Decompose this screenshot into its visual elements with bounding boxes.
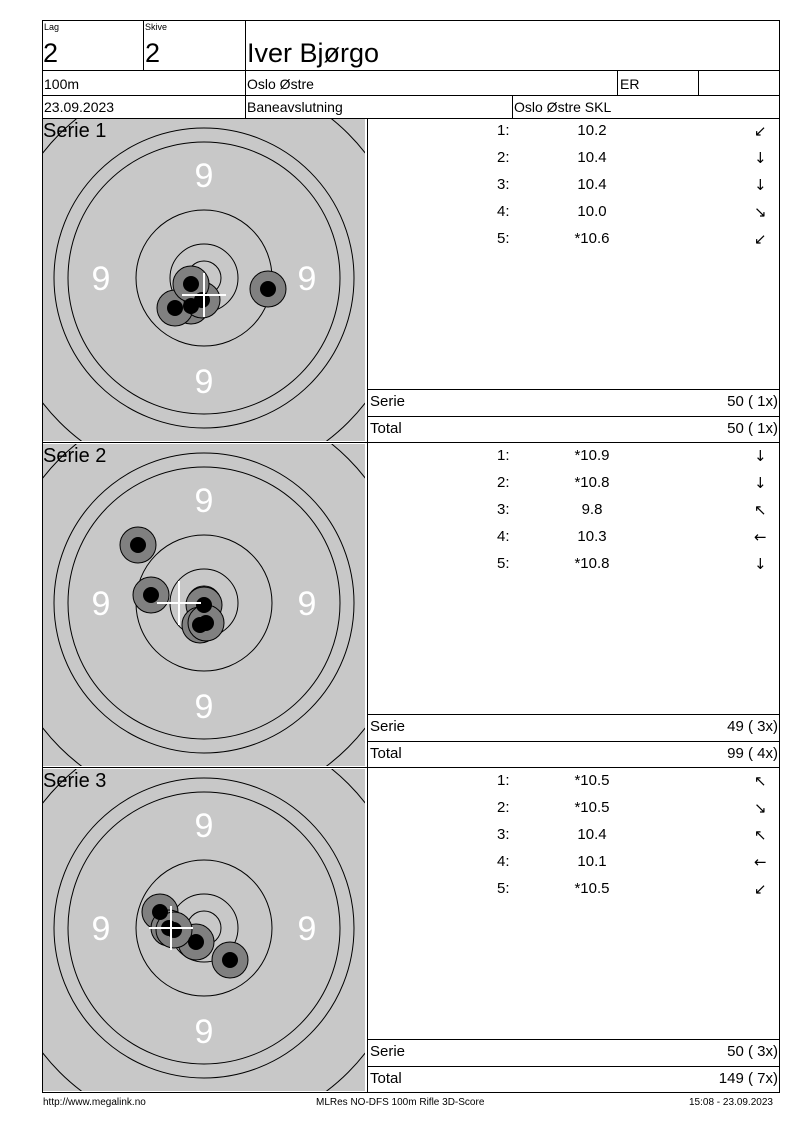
shot-direction-arrow-icon: ← [754,853,767,871]
ring-number-label: 9 [194,807,214,845]
total-score: 50 ( 1x) [727,420,778,437]
shot-score: *10.9 [574,447,610,464]
shot-direction-arrow-icon: ↓ [754,474,767,492]
shot-score: 10.0 [577,203,607,220]
series-title: Serie 3 [43,770,107,792]
shot-number: 4: [497,853,510,870]
shot-score: 10.1 [577,853,607,870]
shot-direction-arrow-icon: ↘ [754,799,767,817]
skive-label: Skive [145,22,168,32]
total-label: Total [370,1070,402,1087]
shot-direction-arrow-icon: ↓ [754,176,767,194]
footer-program: MLRes NO-DFS 100m Rifle 3D-Score [316,1097,485,1108]
ring-number-label: 9 [194,482,214,520]
serie-score: 50 ( 3x) [727,1043,778,1060]
ring-number-label: 9 [194,1013,214,1051]
shot-score: 10.3 [577,528,607,545]
shot-number: 1: [497,447,510,464]
shot-hole [198,615,214,631]
shot-score: 9.8 [581,501,603,518]
series-section [0,768,800,1093]
shot-number: 2: [497,474,510,491]
ring-number-label: 9 [297,910,317,948]
ring-number-label: 9 [91,585,111,623]
shot-direction-arrow-icon: ↙ [754,122,767,140]
shot-hole [260,281,276,297]
target-image [43,119,365,441]
shot-score: *10.8 [574,474,610,491]
shooter-name: Iver Bjørgo [247,38,380,68]
shot-number: 5: [497,555,510,572]
shot-number: 3: [497,826,510,843]
ring-number-label: 9 [194,157,214,195]
shot-hole [130,537,146,553]
shot-direction-arrow-icon: ↙ [754,230,767,248]
event-name: Baneavslutning [247,99,343,115]
shot-score: *10.5 [574,880,610,897]
target-image [43,769,365,1091]
shot-direction-arrow-icon: ↓ [754,149,767,167]
ring-number-label: 9 [297,260,317,298]
shot-score: 10.2 [577,122,607,139]
shot-score: 10.4 [577,149,607,166]
skive-value: 2 [145,38,161,68]
shot-score: 10.4 [577,826,607,843]
date: 23.09.2023 [44,99,115,115]
shot-hole [188,934,204,950]
shot-direction-arrow-icon: ↓ [754,447,767,465]
shot-number: 4: [497,203,510,220]
shot-score: *10.8 [574,555,610,572]
shot-hole [143,587,159,603]
shot-number: 5: [497,880,510,897]
shot-number: 3: [497,501,510,518]
shot-hole [166,922,182,938]
footer-timestamp: 15:08 - 23.09.2023 [689,1097,773,1108]
shot-direction-arrow-icon: ↙ [754,880,767,898]
series-section [0,118,800,443]
distance: 100m [44,76,80,92]
ring-number-label: 9 [91,260,111,298]
shot-direction-arrow-icon: ↖ [754,826,767,844]
serie-label: Serie [370,718,406,735]
shot-number: 5: [497,230,510,247]
shot-hole [152,904,168,920]
ring-number-label: 9 [297,585,317,623]
series-title: Serie 1 [43,120,107,142]
serie-score: 50 ( 1x) [727,393,778,410]
total-score: 99 ( 4x) [727,745,778,762]
shot-number: 1: [497,772,510,789]
series-section [0,443,800,768]
series-title: Serie 2 [43,445,107,467]
shot-hole [222,952,238,968]
shot-hole [167,300,183,316]
club: Oslo Østre [247,76,314,92]
shot-number: 2: [497,149,510,166]
shot-direction-arrow-icon: ↖ [754,501,767,519]
lag-label: Lag [44,22,60,32]
footer-url: http://www.megalink.no [43,1097,146,1108]
shot-number: 1: [497,122,510,139]
shot-number: 2: [497,799,510,816]
shot-number: 3: [497,176,510,193]
total-label: Total [370,745,402,762]
organizer: Oslo Østre SKL [514,99,612,115]
shot-score: *10.6 [574,230,610,247]
serie-label: Serie [370,1043,406,1060]
shooter-class: ER [620,76,640,92]
shot-direction-arrow-icon: ↘ [754,203,767,221]
shot-number: 4: [497,528,510,545]
target-image [43,444,365,766]
shot-direction-arrow-icon: ↖ [754,772,767,790]
shot-score: *10.5 [574,772,610,789]
shot-direction-arrow-icon: ← [754,528,767,546]
shot-hole [183,276,199,292]
serie-score: 49 ( 3x) [727,718,778,735]
serie-label: Serie [370,393,406,410]
total-score: 149 ( 7x) [718,1070,778,1087]
ring-number-label: 9 [194,363,214,401]
lag-value: 2 [43,38,59,68]
shot-hole [196,597,212,613]
shot-score: *10.5 [574,799,610,816]
ring-number-label: 9 [91,910,111,948]
shot-direction-arrow-icon: ↓ [754,555,767,573]
ring-number-label: 9 [194,688,214,726]
total-label: Total [370,420,402,437]
shot-score: 10.4 [577,176,607,193]
